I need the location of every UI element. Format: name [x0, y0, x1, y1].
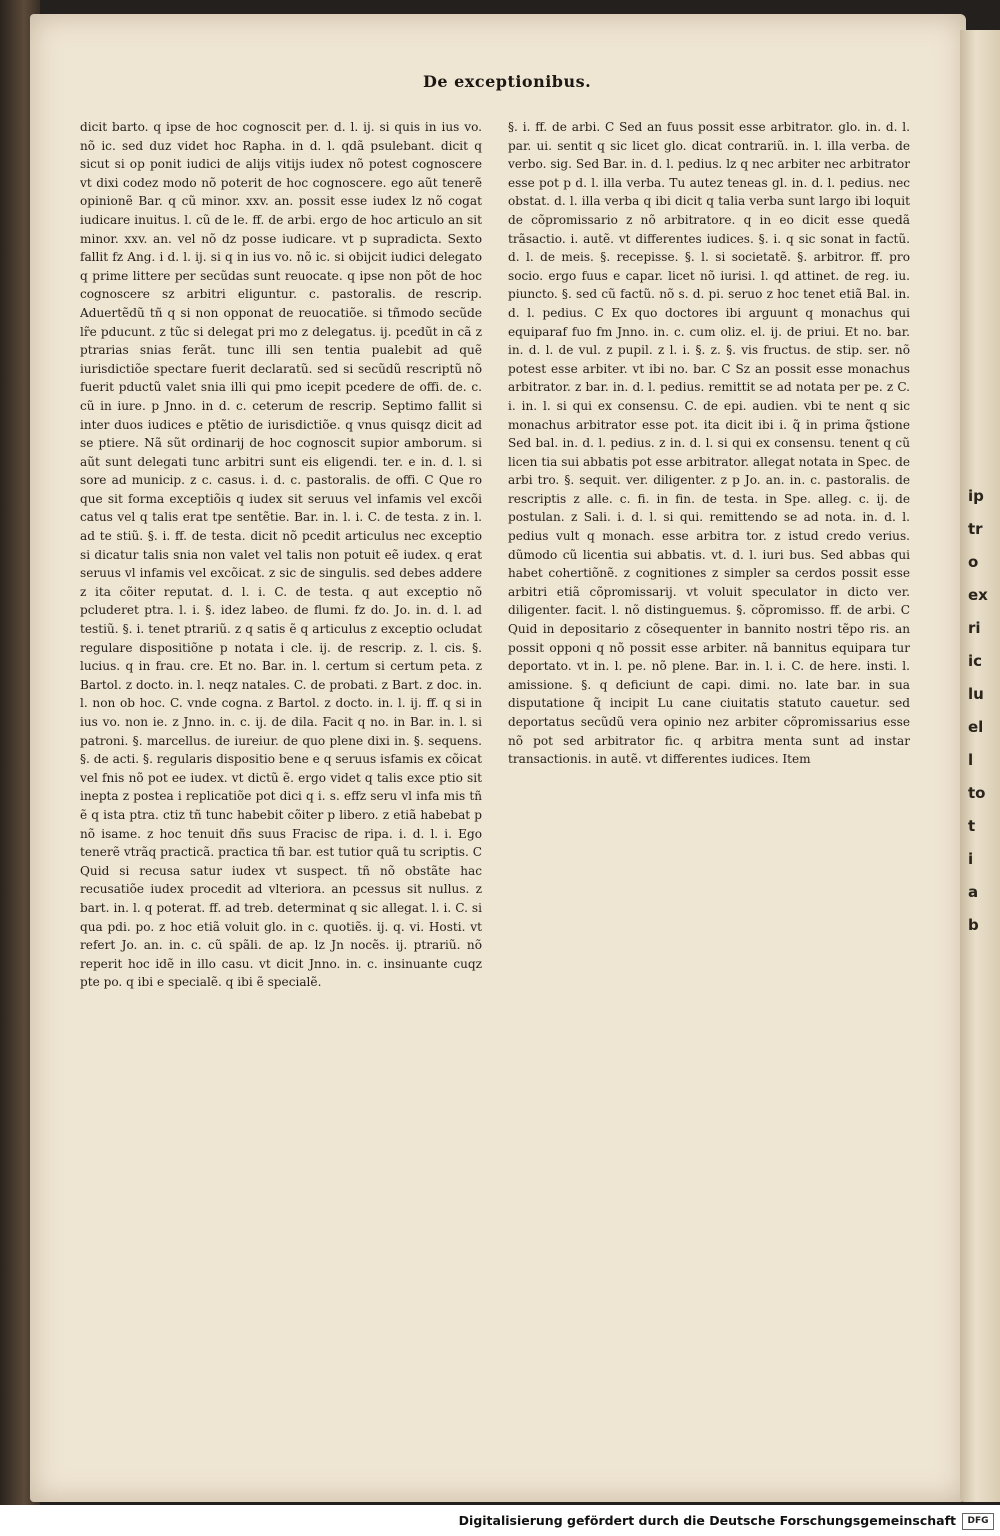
fragment: t: [968, 817, 976, 835]
fragment: el: [968, 718, 984, 736]
column-text: dicit barto. q ipse de hoc cognoscit per. d. l. ij. si quis in ius vo. nõ ic. sed duz videt hoc Rapha. in d. l. qdã psulebant. dicit q sicut si op ponit iudici de alijs vitijs iudex nõ potest cognoscere vt dixi codez modo nõ poterit de hoc cognoscere. ego aũt tenerẽ opinionẽ Bar. q cũ minor. xxv. an. possit esse iudex lz nõ cogat iudicare inuitus. l. cũ de le. ff. de arbi. ergo de hoc articulo an sit minor. xxv. an. vel nõ dz posse iudicare. vt p supradicta. Sexto fallit fz Ang. i d. l. ij. si q in ius vo. nõ ic. si obijcit iudici delegato q prime littere per secũdas sunt reuocate. q ipse non põt de hoc cognoscere sz arbitri eliguntur. c. pastoralis. de rescrip. Aduertẽdũ tñ q si non opponat de reuocatiõe. si tñmodo secũde lr̃e pducunt. z tũc si delegat pri mo z delegatus. ij. pcedũt in cã z ptrarias snias ferãt. tunc illi sen tentia pualebit ad quẽ iurisdictiõe spectare fuerit declaratũ. sed si secũdũ rescriptũ nõ fuerit pductũ valet snia illi qui pmo icepit pcedere de offi. de. c. cũ in iure. p Jnno. in d. c. ceterum de rescrip. Septimo fallit si inter duos iudices e ptẽtio de iurisdictiõe. q vnus quisqz dicit ad se ptiere. Nã sũt ordinarij de hoc cognoscit supior amborum. si aũt sunt delegati tunc arbitri sunt eis eligendi. ter. e in. d. l. si sore ad municip. z c. casus. i. d. c. pastoralis. de offi. C Que ro que sit forma exceptiõis q iudex sit seruus vel infamis vel excõi catus vel q talis erat tpe sentẽtie. Bar. in. l. i. C. de testa. z in. l. ad te stiũ. §. i. ff. de testa. dicit nõ pcedit articulus nec exceptio si dicatur talis snia non valet vel talis non potuit eẽ iudex. q erat seruus vl infamis vel excõicat. z sic de singulis. sed debes addere z ita cõiter reputat. d. l. i. C. de testa. q aut exceptio nõ pcluderet ptra. l. i. §. idez labeo. de flumi. fz do. Jo. in. d. l. ad testiũ. §. i. tenet ptrariũ. z q satis ẽ q articulus z exceptio ocludat regulare dispositiõne p notata i cle. ij. de rescrip. z. l. cis. §. lucius. q in frau. cre. Et no. Bar. in. l. certum si certum peta. z Bartol. z docto. in. l. neqz natales. C. de probati. z Bart. z doc. in. l. non ob hoc. C. vnde cogna. z Bartol. z docto. in. l. ij. ff. q si in ius vo. non ie. z Jnno. in. c. ij. de dila. Facit q no. in Bar. in. l. si patroni. §. marcellus. de iureiur. de quo plene dixi in. §. sequens. §. de acti. §. regularis dispositio bene e q seruus isfamis ex cõicat vel fnis nõ pot ee iudex. vt dictũ ẽ. ergo videt q talis exce ptio sit inepta z postea i replicatiõe pot dici q i. s. effz seru vl infa mis tñ ẽ q ista ptra. ctiz tñ tunc habebit cõiter p libero. z etiã habebat p nõ isame. z hoc tenuit dñs suus Fracisc de ripa. i. d. l. i. Ego tenerẽ vtrãq practicã. practica tñ bar. est tutior quã tu scriptis. C Quid si recusa satur iudex vt suspect. tñ nõ obstãte hac recusatiõe iudex procedit ad vlteriora. an pcessus sit nullus. z bart. in. l. q poterat. ff. ad treb. determinat q sic allegat. l. i. C. si qua pdi. po. z hoc etiã voluit glo. in c. quotiẽs. ij. q. vi. Hosti. vt refert Jo. an. in. c. cũ spãli. de ap. lz Jn nocẽs. ij. ptrariũ. nõ reperit hoc idẽ in illo casu. vt dicit Jnno. in. c. insinuante cuqz pte po. q ibi e specialẽ. q ibi ẽ specialẽ.: [80, 120, 482, 990]
fragment: a: [968, 883, 979, 901]
fragment: ip: [968, 487, 984, 505]
running-head: De exceptionibus.: [423, 72, 592, 91]
fragment: ri: [968, 619, 981, 637]
facing-page-fragments: [968, 480, 998, 942]
digitization-footer: [0, 1505, 1000, 1536]
fragment: ic: [968, 652, 983, 670]
footer-credit-text: Digitalisierung gefördert durch die Deutsche Forschungsgemeinschaft: [458, 1513, 956, 1528]
column-text: §. i. ff. de arbi. C Sed an fuus possit esse arbitrator. glo. in. d. l. par. ui. sentit q sic licet glo. dicat contrariũ. in. l. illa verba. de verbo. sig. Sed Bar. in. d. l. pedius. lz q nec arbiter nec arbitrator esse pot p d. l. illa verba. Tu autez teneas gl. in. d. l. pedius. nec obstat. d. l. illa verba q ibi dicit q talia verba sunt largo ibi loquit de cõpromissario z nõ arbitratore. q in eo dicit esse quedã trãsactio. i. autẽ. vt differentes iudices. §. i. q sic sonat in factũ. d. l. de meis. §. recepisse. §. l. si societatẽ. §. arbitror. ff. pro socio. ergo fuus e capar. licet nõ iurisi. l. qd attinet. de reg. iu. piuncto. §. sed cũ factũ. nõ s. d. pi. seruo z hoc tenet etiã Bal. in. d. l. pedius. C Ex quo doctores ibi arguunt q monachus qui equiparaf fuo fm Jnno. in. c. cum oliz. el. ij. de priui. Et no. bar. in. d. l. de vul. z pupil. z l. i. §. z. §. vis fructus. de stip. ser. nõ potest esse arbiter. vt ibi no. bar. C Sz an possit esse monachus arbitrator. z bar. in. d. l. pedius. remittit se ad notata per pe. z C. i. in. l. si qui ex consensu. C. de epi. audien. vbi te nent q sic monachus arbitrator esse pot. ita dicit ibi i. q̃ in prima q̃stione Sed bal. in. d. l. pedius. z in. d. l. si qui ex consensu. tenent q cũ licen tia sui abbatis pot esse arbitrator. allegat notata in Spec. de arbi tro. §. sequit. ver. diligenter. z p Jo. an. in. c. pastoralis. de rescriptis z alle. c. fi. in fin. de testa. in Spe. alleg. c. ij. de postulan. z Sali. i. d. l. si qui. remittendo se ad nota. in. d. l. pedius vult q monach. esse arbitra tor. z istud credo verius. dũmodo cũ licentia sui abbatis. vt. d. l. iuri bus. Sed abbas qui habet cohertiõnẽ. z cognitiones z simpler sa cerdos possit esse arbitri etiã cõpromissarij. vt voluit speculator in dicto ver. diligenter. facit. l. nõ distinguemus. §. cõpromisso. ff. de arbi. C Quid in depositario z cõsequenter in bannito nostri tẽpo ris. an possit opponi q nõ possit esse arbiter. nã bannitus equipara tur deportato. vt in. l. pe. nõ plene. Bar. in. l. i. C. de here. insti. l. amissione. §. q deficiunt de capi. dimi. no. late bar. in sua disputatione q̃ incipit Lu cane ciuitatis statuto cauetur. sed deportatus secũdũ vera opinio nez arbiter cõpromissarius esse nõ pot sed arbitrator fic. q arbitra menta sunt ad instar transactionis. in autẽ. vt differentes iudices. Item: [508, 120, 910, 767]
fragment: to: [968, 784, 986, 802]
fragment: tr: [968, 520, 983, 538]
fragment: i: [968, 850, 974, 868]
text-column-left: [80, 118, 482, 1358]
text-column-right: [508, 118, 910, 1358]
fragment: lu: [968, 685, 984, 703]
fragment: l: [968, 751, 974, 769]
fragment: ex: [968, 586, 988, 604]
fragment: b: [968, 916, 979, 934]
dfg-logo: DFG: [962, 1513, 994, 1530]
fragment: o: [968, 553, 979, 571]
